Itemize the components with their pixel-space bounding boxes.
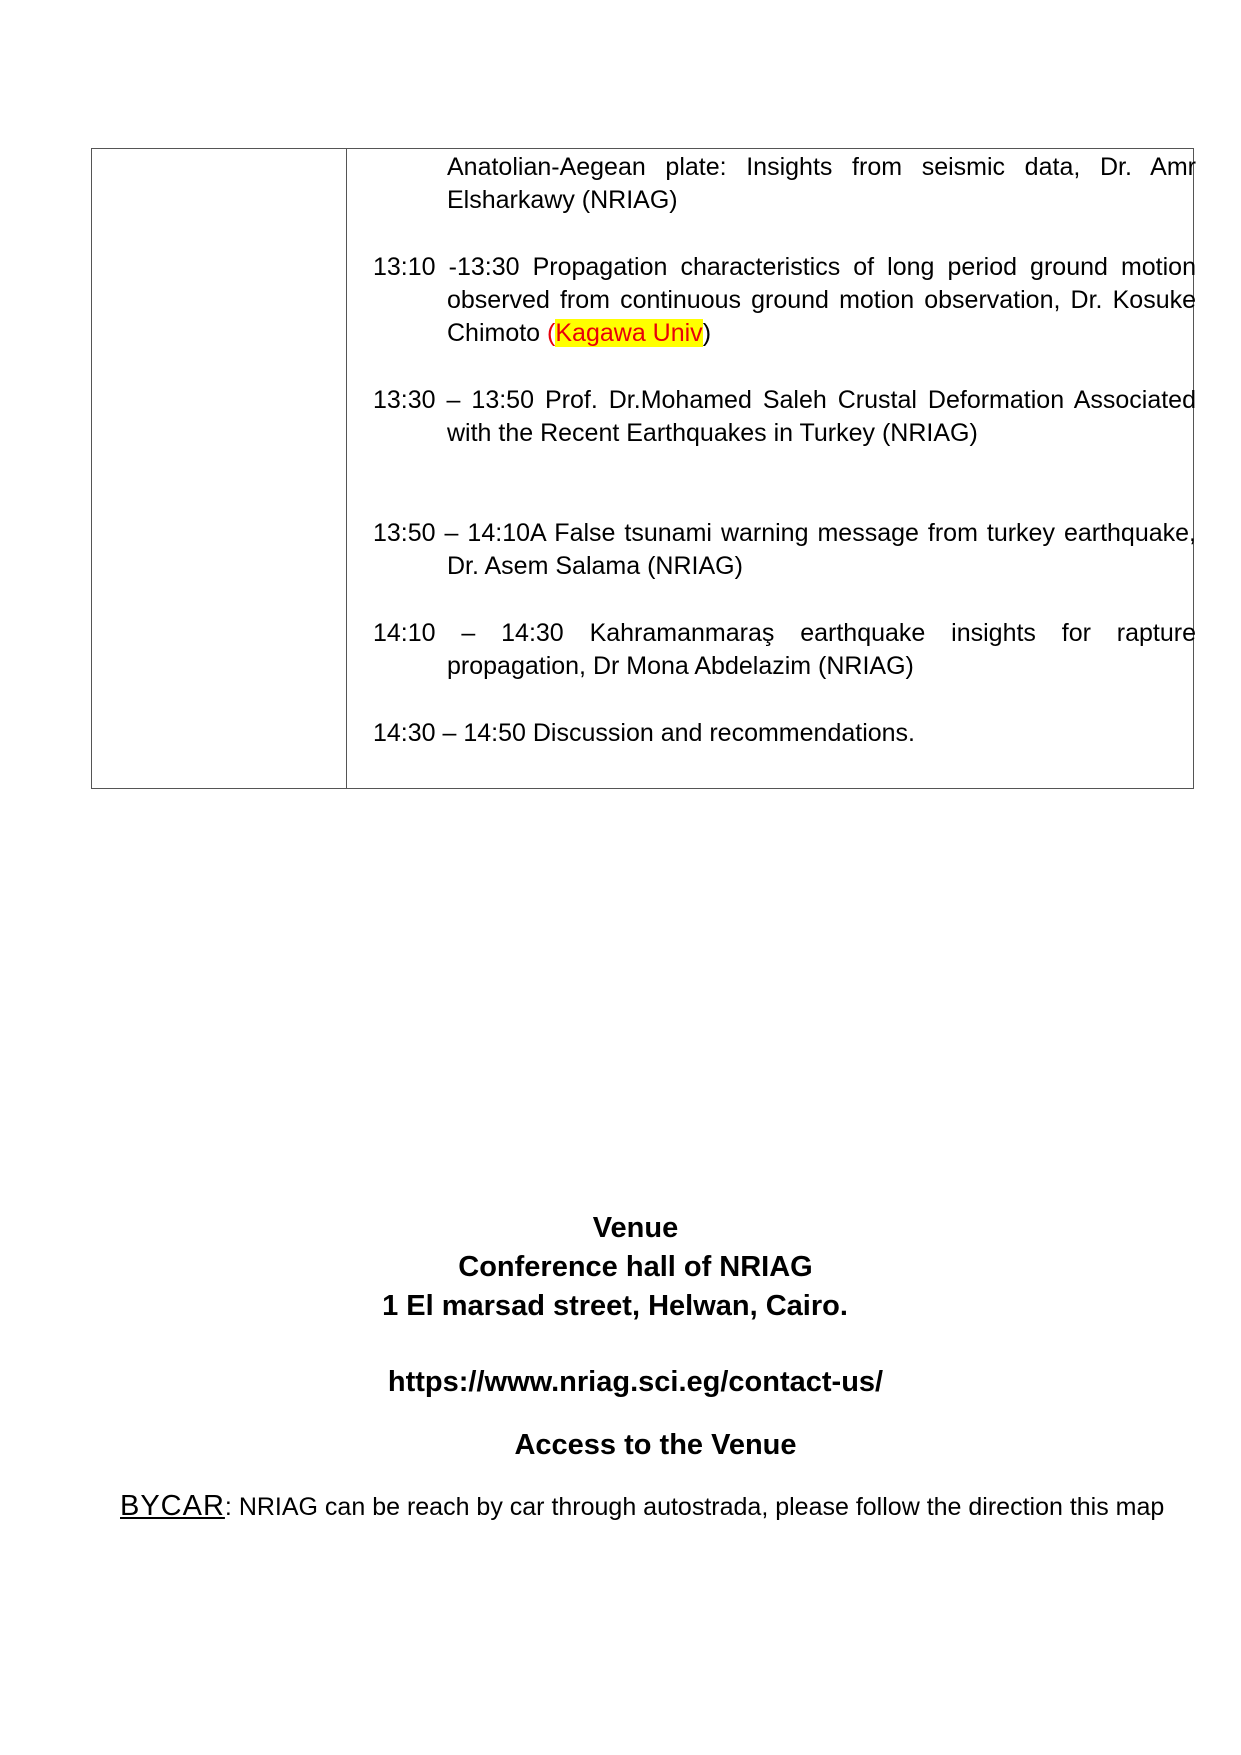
program-table — [91, 148, 1194, 789]
program-item-time: 14:30 – 14:50 — [373, 719, 526, 747]
program-item — [373, 251, 1196, 350]
affiliation-open-paren: ( — [547, 319, 556, 347]
program-item — [373, 617, 1196, 683]
by-car-text: : NRIAG can be reach by car through autostrada, please follow the direction this map — [224, 1493, 1165, 1521]
access-heading: Access to the Venue — [514, 1429, 797, 1461]
program-item-time: 13:50 – 14:10A — [373, 519, 546, 547]
affiliation-close-paren: ) — [702, 319, 712, 347]
program-item — [373, 384, 1196, 450]
affiliation-highlight: Kagawa Univ — [555, 319, 703, 347]
program-item-text: Anatolian-Aegean plate: Insights from seismic data, Dr. Amr Elsharkawy (NRIAG) — [447, 153, 1196, 214]
program-item-time: 13:30 – 13:50 — [373, 386, 534, 414]
venue-url[interactable]: https://www.nriag.sci.eg/contact-us/ — [387, 1366, 884, 1398]
program-item-text: Discussion and recommendations. — [532, 719, 916, 747]
venue-hall: Conference hall of NRIAG — [458, 1251, 813, 1283]
program-item-text: Kahramanmaraş earthquake insights for rapture propagation, Dr Mona Abdelazim (NRIAG) — [447, 619, 1196, 680]
program-item — [373, 517, 1196, 583]
program-item — [447, 151, 1196, 217]
program-item — [373, 717, 1196, 750]
by-car-paragraph — [120, 1490, 1165, 1524]
program-item-time: 13:10 -13:30 — [373, 253, 520, 281]
program-item-text: False tsunami warning message from turkey earthquake, Dr. Asem Salama (NRIAG) — [447, 519, 1196, 580]
program-item-text: Propagation characteristics of long period ground motion observed from continuous ground motion observation, Dr. Kosuke Chimoto — [447, 253, 1196, 347]
program-item-time: 14:10 – 14:30 — [373, 619, 564, 647]
venue-address: 1 El marsad street, Helwan, Cairo. — [382, 1290, 848, 1322]
venue-heading: Venue — [592, 1212, 679, 1244]
by-car-label: BYCAR — [120, 1490, 225, 1522]
program-table-left-cell — [92, 149, 347, 788]
program-item-text: Prof. Dr.Mohamed Saleh Crustal Deformation Associated with the Recent Earthquakes in Turkey (NRIAG) — [447, 386, 1196, 447]
program-table-right-cell — [347, 149, 1196, 788]
